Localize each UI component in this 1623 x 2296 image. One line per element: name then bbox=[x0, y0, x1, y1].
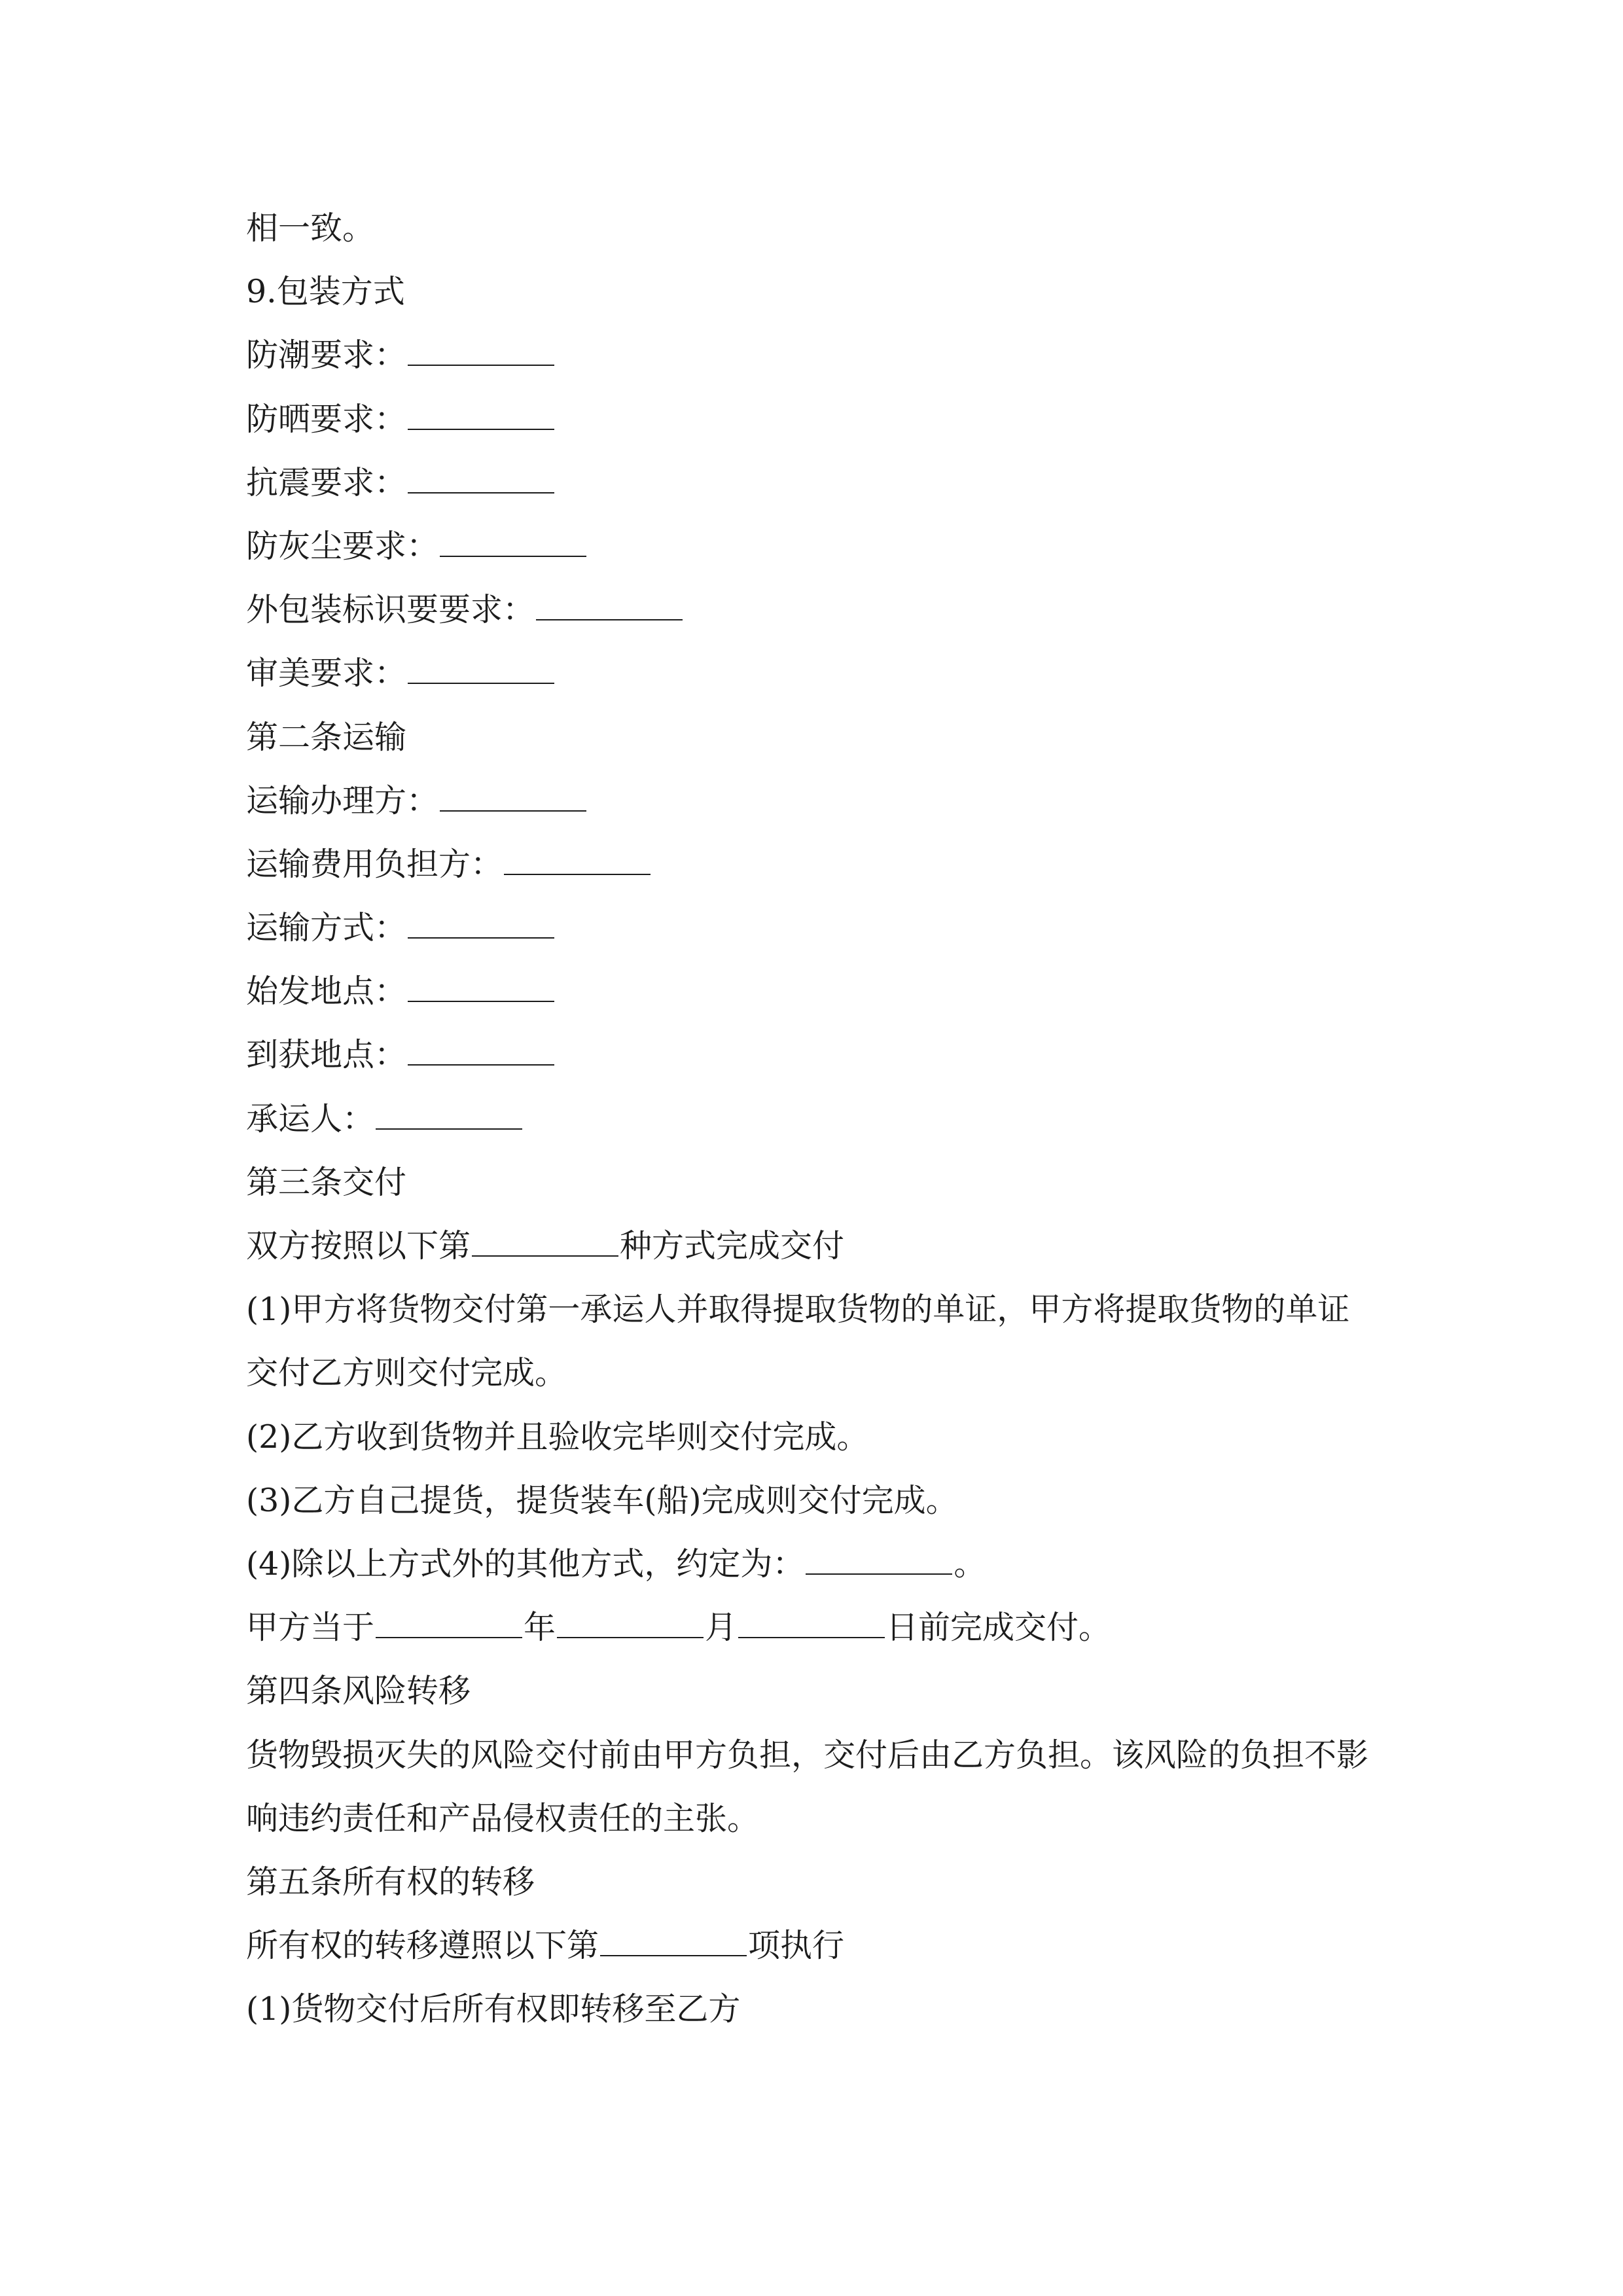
fill-in-blank[interactable] bbox=[408, 345, 554, 366]
field-label: 到获地点： bbox=[246, 1036, 407, 1074]
article-heading bbox=[246, 1850, 1398, 1914]
field-label: 防潮要求： bbox=[246, 336, 407, 374]
form-line bbox=[246, 1023, 1398, 1086]
form-line bbox=[246, 769, 1398, 833]
year-blank[interactable] bbox=[376, 1617, 522, 1638]
line-text: 甲方当于 bbox=[246, 1609, 375, 1647]
fill-in-blank[interactable] bbox=[408, 663, 554, 684]
field-label: 审美要求： bbox=[246, 655, 407, 692]
fill-in-blank[interactable] bbox=[440, 791, 586, 812]
form-line bbox=[246, 387, 1398, 451]
field-label: 承运人： bbox=[246, 1100, 375, 1138]
form-line bbox=[246, 1532, 1398, 1596]
fill-in-blank[interactable] bbox=[504, 854, 651, 875]
fill-in-blank[interactable] bbox=[600, 1935, 747, 1956]
form-line bbox=[246, 1087, 1398, 1151]
text-line bbox=[246, 1787, 1398, 1850]
month-blank[interactable] bbox=[557, 1617, 704, 1638]
form-line bbox=[246, 1914, 1398, 1977]
fill-in-blank[interactable] bbox=[408, 409, 554, 430]
line-text: 9.包装方式 bbox=[246, 273, 405, 311]
contract-body bbox=[246, 196, 1398, 2041]
line-text: 年 bbox=[524, 1609, 556, 1647]
form-line bbox=[246, 960, 1398, 1023]
line-text: (1)甲方将货物交付第一承运人并取得提取货物的单证，甲方将提取货物的单证 bbox=[246, 1291, 1350, 1329]
line-text: (3)乙方自己提货，提货装车(船)完成则交付完成。 bbox=[246, 1481, 958, 1519]
article-heading bbox=[246, 1151, 1398, 1214]
form-line bbox=[246, 641, 1398, 705]
text-line bbox=[246, 1723, 1398, 1787]
text-line bbox=[246, 1341, 1398, 1405]
text-line bbox=[246, 1278, 1398, 1341]
text-line bbox=[246, 1469, 1398, 1532]
field-label: 抗震要求： bbox=[246, 463, 407, 501]
article-heading bbox=[246, 706, 1398, 769]
field-label: 始发地点： bbox=[246, 973, 407, 1011]
fill-in-blank[interactable] bbox=[472, 1236, 618, 1257]
form-line bbox=[246, 323, 1398, 387]
text-line bbox=[246, 1405, 1398, 1469]
line-text: 货物毁损灭失的风险交付前由甲方负担，交付后由乙方负担。该风险的负担不影 bbox=[246, 1736, 1369, 1774]
line-text: 第三条交付 bbox=[246, 1163, 407, 1201]
fill-in-blank[interactable] bbox=[440, 536, 586, 557]
fill-in-blank[interactable] bbox=[408, 473, 554, 493]
form-line bbox=[246, 514, 1398, 578]
form-line bbox=[246, 1214, 1398, 1278]
line-text: (2)乙方收到货物并且验收完毕则交付完成。 bbox=[246, 1418, 869, 1456]
text-line bbox=[246, 1977, 1398, 2041]
line-text: 响违约责任和产品侵权责任的主张。 bbox=[246, 1799, 760, 1837]
line-text: 第二条运输 bbox=[246, 718, 407, 756]
line-text: 种方式完成交付 bbox=[620, 1227, 845, 1265]
fill-in-blank[interactable] bbox=[408, 1045, 554, 1066]
form-line bbox=[246, 1596, 1398, 1659]
field-label: 防灰尘要求： bbox=[246, 527, 439, 565]
field-label: 运输办理方： bbox=[246, 781, 439, 819]
form-line bbox=[246, 833, 1398, 896]
line-text: (4)除以上方式外的其他方式，约定为： bbox=[246, 1545, 805, 1583]
form-line bbox=[246, 451, 1398, 514]
fill-in-blank[interactable] bbox=[376, 1109, 522, 1130]
form-line bbox=[246, 578, 1398, 641]
line-text: (1)货物交付后所有权即转移至乙方 bbox=[246, 1990, 741, 2028]
field-label: 防晒要求： bbox=[246, 400, 407, 438]
field-label: 运输方式： bbox=[246, 909, 407, 947]
fill-in-blank[interactable] bbox=[408, 981, 554, 1002]
line-text: 相一致。 bbox=[246, 209, 375, 247]
fill-in-blank[interactable] bbox=[408, 918, 554, 939]
form-line bbox=[246, 896, 1398, 960]
field-label: 外包装标识要要求： bbox=[246, 591, 535, 629]
fill-in-blank[interactable] bbox=[806, 1554, 952, 1575]
field-label: 运输费用负担方： bbox=[246, 845, 503, 883]
line-text: 第五条所有权的转移 bbox=[246, 1863, 535, 1901]
fill-in-blank[interactable] bbox=[536, 600, 683, 620]
text-line bbox=[246, 196, 1398, 260]
line-text: 第四条风险转移 bbox=[246, 1672, 471, 1710]
line-text: 项执行 bbox=[748, 1927, 845, 1965]
article-heading bbox=[246, 1659, 1398, 1723]
line-text: 月 bbox=[705, 1609, 738, 1647]
line-text: 。 bbox=[954, 1545, 986, 1583]
day-blank[interactable] bbox=[738, 1617, 885, 1638]
line-text: 双方按照以下第 bbox=[246, 1227, 471, 1265]
line-text: 交付乙方则交付完成。 bbox=[246, 1354, 567, 1392]
line-text: 所有权的转移遵照以下第 bbox=[246, 1927, 599, 1965]
line-text: 日前完成交付。 bbox=[886, 1609, 1111, 1647]
section-heading bbox=[246, 260, 1398, 323]
